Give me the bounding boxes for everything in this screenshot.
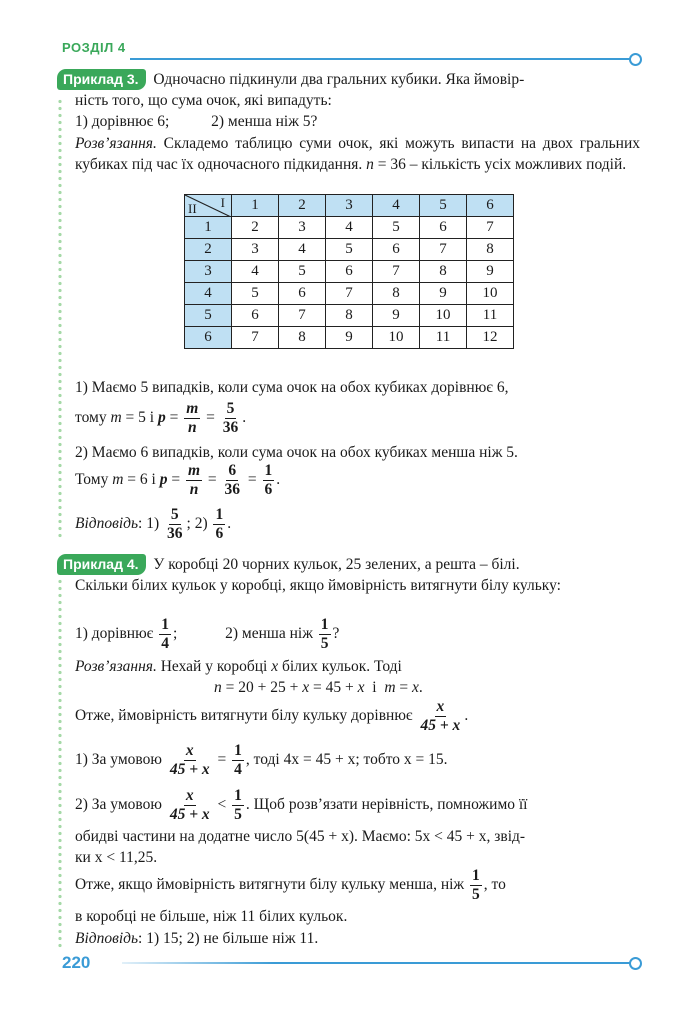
example-4-case2-line1 bbox=[75, 786, 528, 824]
fraction-x-over-45x bbox=[418, 698, 462, 735]
dot: . bbox=[242, 409, 247, 426]
text: = 45 + bbox=[309, 679, 358, 696]
text: , тоді 4x = 45 + x; тобто x = 15. bbox=[245, 751, 448, 768]
text: ? bbox=[332, 625, 340, 642]
example-4-problem-line1 bbox=[57, 554, 520, 575]
denominator: 6 bbox=[215, 524, 224, 542]
fraction-5-36 bbox=[221, 400, 241, 437]
denominator: n bbox=[187, 418, 197, 436]
numerator: 1 bbox=[234, 786, 242, 804]
fraction-1-5 bbox=[470, 867, 482, 904]
denominator: 6 bbox=[264, 480, 273, 498]
footer-rule bbox=[122, 962, 630, 964]
denominator: 45 + x bbox=[420, 716, 461, 734]
example-4-probability-line bbox=[75, 697, 468, 735]
table-cell: 7 bbox=[420, 239, 467, 261]
m-variable: m bbox=[112, 471, 124, 488]
table-cell: 9 bbox=[326, 327, 373, 349]
numerator: m bbox=[186, 399, 199, 417]
table-corner-cell bbox=[185, 195, 232, 217]
text: : 1) 15; 2) не більше ніж 11. bbox=[138, 930, 319, 947]
table-col-header: 4 bbox=[373, 195, 420, 217]
table-cell: 4 bbox=[279, 239, 326, 261]
table-row bbox=[185, 239, 514, 261]
dice-sum-table bbox=[184, 194, 514, 349]
example-4-conclusion-line2: в коробці не більше, ніж 11 білих кульок. bbox=[75, 908, 348, 925]
table-row bbox=[185, 327, 514, 349]
denominator: 4 bbox=[234, 760, 242, 778]
page-number: 220 bbox=[62, 953, 91, 972]
numerator: 1 bbox=[234, 741, 242, 759]
table-cell: 2 bbox=[232, 217, 279, 239]
dot: . bbox=[464, 707, 469, 724]
example-3-q2: 2) менша ніж 5? bbox=[211, 113, 318, 130]
text: , то bbox=[483, 876, 506, 893]
denominator: 36 bbox=[222, 418, 239, 436]
text: і bbox=[364, 679, 385, 696]
text: = 5 і bbox=[121, 409, 158, 426]
table-cell: 9 bbox=[420, 283, 467, 305]
table-row-header: 4 bbox=[185, 283, 232, 305]
header-rule bbox=[130, 58, 630, 60]
table-row-header: 1 bbox=[185, 217, 232, 239]
numerator: 1 bbox=[215, 505, 224, 523]
table-cell: 7 bbox=[279, 305, 326, 327]
corner-bottom-label: II bbox=[188, 201, 197, 216]
table-cell: 5 bbox=[279, 261, 326, 283]
text: 2) менша ніж bbox=[225, 625, 317, 642]
dot: . bbox=[227, 515, 232, 532]
table-cell: 9 bbox=[373, 305, 420, 327]
table-row bbox=[185, 217, 514, 239]
text: Отже, ймовірність витягнути білу кульку дорівнює bbox=[75, 707, 417, 724]
fraction-1-6 bbox=[213, 506, 225, 543]
table-cell: 10 bbox=[420, 305, 467, 327]
text: Нехай у коробці bbox=[156, 658, 272, 675]
table-cell: 11 bbox=[467, 305, 514, 327]
table-cell: 9 bbox=[467, 261, 514, 283]
example-4-conclusion-line1 bbox=[75, 866, 506, 904]
table-cell: 10 bbox=[373, 327, 420, 349]
table-cell: 6 bbox=[279, 283, 326, 305]
text: тому bbox=[75, 409, 111, 426]
x-variable: x bbox=[271, 658, 279, 675]
text: ; bbox=[172, 625, 178, 642]
example-4-questions bbox=[75, 614, 339, 654]
example-4-case2-line3: ки x < 11,25. bbox=[75, 849, 158, 866]
numerator: x bbox=[185, 786, 194, 804]
example-3-questions bbox=[75, 111, 317, 132]
example-3-case1-line1: 1) Маємо 5 випадків, коли сума очок на обох кубиках дорівнює 6, bbox=[75, 379, 509, 396]
text: Отже, якщо ймовірність витягнути білу кульку менша, ніж bbox=[75, 876, 469, 893]
table-cell: 7 bbox=[232, 327, 279, 349]
equals: = bbox=[204, 471, 221, 488]
text: ; 2) bbox=[186, 515, 212, 532]
numerator: x bbox=[185, 741, 194, 759]
table-cell: 11 bbox=[420, 327, 467, 349]
table-row-header: 3 bbox=[185, 261, 232, 283]
text: . Щоб розв’язати нерівність, помножимо її bbox=[245, 796, 528, 813]
p-variable: p bbox=[159, 471, 168, 488]
numerator: 1 bbox=[472, 866, 480, 884]
table-row-header: 5 bbox=[185, 305, 232, 327]
answer-label: Відповідь bbox=[75, 515, 139, 532]
table-cell: 5 bbox=[373, 217, 420, 239]
table-row-header: 2 bbox=[185, 239, 232, 261]
table-col-header: 5 bbox=[420, 195, 467, 217]
text: = 6 і bbox=[123, 471, 160, 488]
equals: = bbox=[165, 409, 183, 426]
fraction-m-over-n bbox=[184, 400, 200, 437]
table-cell: 8 bbox=[467, 239, 514, 261]
m-variable: m bbox=[110, 409, 122, 426]
table-cell: 4 bbox=[232, 261, 279, 283]
section-label: РОЗДІЛ 4 bbox=[62, 40, 126, 55]
example-4-solution-line1 bbox=[75, 656, 402, 677]
denominator: n bbox=[189, 480, 199, 498]
solution-label: Розв’язання. bbox=[75, 658, 157, 675]
n-text: = 36 – кількість усіх можливих подій. bbox=[373, 156, 627, 173]
table-row bbox=[185, 261, 514, 283]
fraction-x-over-45x bbox=[168, 787, 212, 824]
fraction-x-over-45x bbox=[168, 742, 212, 779]
numerator: 1 bbox=[320, 615, 329, 633]
example-4-equation-line bbox=[214, 677, 423, 698]
answer-label: Відповідь bbox=[75, 930, 139, 947]
fraction-m-over-n bbox=[186, 462, 202, 499]
numerator: 1 bbox=[161, 615, 169, 633]
margin-dots bbox=[58, 98, 62, 538]
p-variable: p bbox=[157, 409, 166, 426]
table-cell: 6 bbox=[232, 305, 279, 327]
denominator: 5 bbox=[472, 885, 480, 903]
denominator: 45 + x bbox=[169, 805, 210, 823]
table-cell: 8 bbox=[326, 305, 373, 327]
example-4-answer bbox=[75, 928, 318, 949]
example-3-problem-line1 bbox=[57, 69, 524, 90]
example-3-answer bbox=[75, 505, 231, 543]
table-cell: 5 bbox=[326, 239, 373, 261]
corner-top-label: I bbox=[220, 195, 225, 210]
denominator: 4 bbox=[161, 634, 169, 652]
fraction-5-36 bbox=[165, 506, 185, 543]
numerator: 1 bbox=[264, 461, 273, 479]
fraction-6-36 bbox=[223, 462, 243, 499]
text: білих кульок. Тоді bbox=[278, 658, 402, 675]
example-4-badge: Приклад 4. bbox=[57, 554, 146, 575]
equals: = bbox=[167, 471, 184, 488]
example-4-problem-rest: Скільки білих кульок у коробці, якщо ймовірність витягнути білу кульку: bbox=[75, 577, 561, 594]
text: . bbox=[418, 679, 423, 696]
example-3-q1: 1) дорівнює 6; bbox=[75, 113, 170, 130]
example-4-case2-line2: обидві частини на додатне число 5(45 + x). Маємо: 5x < 45 + x, звід- bbox=[75, 828, 526, 845]
table-cell: 12 bbox=[467, 327, 514, 349]
text: 2) За умовою bbox=[75, 796, 166, 813]
table-header-row bbox=[185, 195, 514, 217]
text: : 1) bbox=[138, 515, 164, 532]
denominator: 5 bbox=[320, 634, 329, 652]
equals: = bbox=[213, 751, 231, 768]
fraction-1-4 bbox=[159, 616, 171, 653]
fraction-1-5 bbox=[232, 787, 244, 824]
text: = 20 + 25 + bbox=[221, 679, 303, 696]
table-col-header: 3 bbox=[326, 195, 373, 217]
table-cell: 8 bbox=[373, 283, 420, 305]
table-cell: 3 bbox=[279, 217, 326, 239]
example-3-case2-line1: 2) Маємо 6 випадків, коли сума очок на обох кубиках менша ніж 5. bbox=[75, 444, 518, 461]
numerator: 5 bbox=[170, 505, 179, 523]
fraction-1-5 bbox=[319, 616, 331, 653]
x-variable: x bbox=[357, 679, 365, 696]
text: 1) дорівнює bbox=[75, 625, 158, 642]
table-col-header: 6 bbox=[467, 195, 514, 217]
fraction-1-4 bbox=[232, 742, 244, 779]
example-3-problem-first: Одночасно підкинули два гральних кубики. Яка ймовір- bbox=[153, 71, 525, 88]
table-col-header: 2 bbox=[279, 195, 326, 217]
denominator: 36 bbox=[167, 524, 183, 542]
numerator: x bbox=[436, 697, 445, 715]
solution-text: Складемо таблицю суми очок, які можуть випасти на двох гральних кубиках під час їх одночасного підкидання. bbox=[75, 135, 640, 173]
numerator: 5 bbox=[226, 399, 235, 417]
numerator: 6 bbox=[228, 461, 237, 479]
example-4-problem-first: У коробці 20 чорних кульок, 25 зелених, а решта – білі. bbox=[153, 556, 520, 573]
n-variable: n bbox=[214, 679, 222, 696]
n-variable: n bbox=[366, 156, 374, 173]
header-rule-end-icon bbox=[629, 53, 642, 66]
table-cell: 6 bbox=[373, 239, 420, 261]
text: = bbox=[395, 679, 413, 696]
text: Тому bbox=[75, 471, 113, 488]
example-4-case1 bbox=[75, 741, 448, 779]
table-cell: 8 bbox=[279, 327, 326, 349]
m-variable: m bbox=[384, 679, 396, 696]
numerator: m bbox=[187, 461, 201, 479]
example-3-case2-line2 bbox=[75, 461, 280, 499]
table-cell: 4 bbox=[326, 217, 373, 239]
example-3-problem-line2: ність того, що сума очок, які випадуть: bbox=[75, 92, 332, 109]
table-cell: 8 bbox=[420, 261, 467, 283]
margin-dots bbox=[58, 578, 62, 948]
example-3-case1-line2 bbox=[75, 399, 246, 437]
example-3-badge: Приклад 3. bbox=[57, 69, 146, 90]
x-variable: x bbox=[302, 679, 310, 696]
table-cell: 5 bbox=[232, 283, 279, 305]
example-3-solution bbox=[75, 133, 640, 175]
denominator: 45 + x bbox=[169, 760, 210, 778]
dot: . bbox=[276, 471, 281, 488]
denominator: 5 bbox=[234, 805, 242, 823]
table-cell: 7 bbox=[373, 261, 420, 283]
solution-label: Розв’язання. bbox=[75, 135, 157, 152]
footer-rule-end-icon bbox=[629, 957, 642, 970]
x-variable: x bbox=[412, 679, 419, 696]
table-row bbox=[185, 283, 514, 305]
table-cell: 7 bbox=[326, 283, 373, 305]
table-cell: 3 bbox=[232, 239, 279, 261]
equals: = bbox=[244, 471, 261, 488]
text: 1) За умовою bbox=[75, 751, 166, 768]
table-col-header: 1 bbox=[232, 195, 279, 217]
equals: = bbox=[202, 409, 219, 426]
table-cell: 10 bbox=[467, 283, 514, 305]
table-cell: 7 bbox=[467, 217, 514, 239]
table-cell: 6 bbox=[326, 261, 373, 283]
less-than: < bbox=[213, 796, 231, 813]
table-row bbox=[185, 305, 514, 327]
table-cell: 6 bbox=[420, 217, 467, 239]
fraction-1-6 bbox=[263, 462, 275, 499]
table-row-header: 6 bbox=[185, 327, 232, 349]
denominator: 36 bbox=[224, 480, 241, 498]
